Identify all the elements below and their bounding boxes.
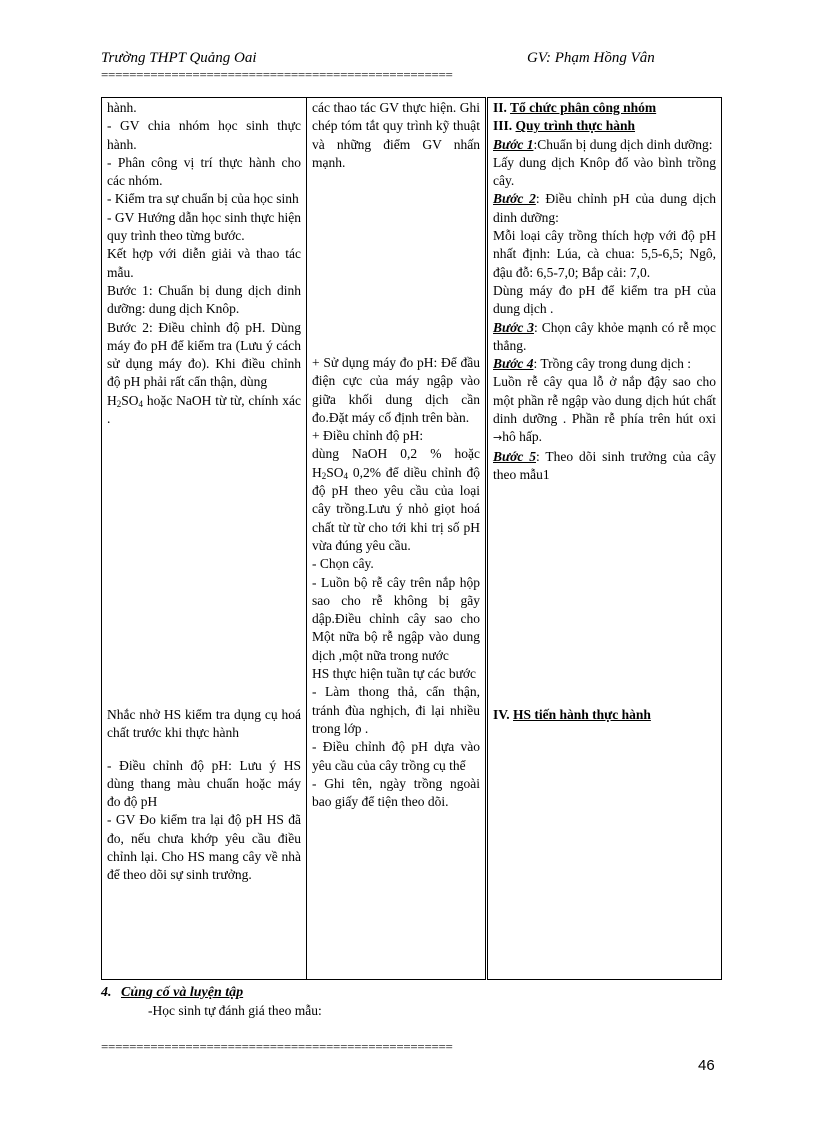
c1-chem-tail: hoặc NaOH từ từ, chính xác . (107, 392, 301, 427)
section-3-heading: III. Quy trình thực hành (493, 118, 636, 134)
c2-line: - Làm thong thả, cẩn thận, tránh đùa nghịch, đi lại nhiều trong lớp . (312, 684, 480, 736)
chem-formula: $H_2SO_4$ (312, 464, 349, 481)
c1-line: Bước 1: Chuẩn bị dung dịch dinh dưỡng: dung dịch Knôp. (107, 282, 301, 317)
step-4: Bước 4: Trồng cây trong dung dịch : (493, 356, 691, 372)
step-2-text: Mỗi loại cây trồng thích hợp với độ pH nhất định: Lúa, cà chua: 5,5-6,5; Ngô, đậu đỗ: 6,5-7,0; Bắp cải: 7,0. (493, 228, 716, 280)
header-school: Trường THPT Quảng Oai (101, 50, 257, 66)
teacher-activity-top (107, 99, 301, 428)
header-teacher: GV: Phạm Hồng Vân (527, 50, 655, 66)
teacher-activity-bottom (107, 706, 301, 885)
student-activity-mid (312, 354, 480, 811)
section-4-heading: IV. HS tiến hành thực hành (493, 707, 651, 722)
step-3: Bước 3: Chọn cây khỏe mạnh có rễ mọc thẳng. (493, 319, 716, 353)
arrow-right-icon: → (493, 431, 503, 445)
header-rule: ================================================== (101, 68, 453, 81)
content-column (487, 98, 722, 980)
step-4-text: Luồn rễ cây qua lỗ ở nắp đậy sao cho một phần rễ ngập vào dung dịch hút chất dinh dưỡng . Phần rễ phía trên hút oxi →hô hấp. (493, 374, 716, 445)
c1-line: hành. (107, 100, 137, 115)
c1-line: - Phân công vị trí thực hành cho các nhóm. (107, 154, 301, 189)
c2-ph-adjust-head: + Điều chỉnh độ pH: (312, 428, 424, 444)
c2-line: - Ghi tên, ngày trồng ngoài bao giấy để tiện theo dõi. (312, 775, 480, 810)
footer-rule: ================================================== (101, 1040, 453, 1053)
c1-chem-line (107, 392, 301, 429)
c1-line: - Kiểm tra sự chuẩn bị của học sinh (107, 191, 299, 207)
section-2-heading: II. Tổ chức phân công nhóm (493, 100, 657, 115)
step-2: Bước 2: Điều chỉnh pH của dung dịch dinh dưỡng: (493, 191, 716, 225)
c1-line: - GV chia nhóm học sinh thực hành. (107, 118, 301, 152)
teacher-activity-column (102, 98, 307, 980)
student-activity-column (307, 98, 487, 980)
section-consolidation-heading: 4. Củng cố và luyện tập (101, 985, 244, 1000)
step-1-text: Lấy dung dịch Knôp đổ vào bình trồng cây. (493, 154, 716, 189)
c1-line: - GV Đo kiểm tra lại độ pH HS đã đo, nếu chưa khớp yêu cầu điều chỉnh lại. Cho HS mang cây về nhà để theo dõi sự sinh trưởng. (107, 812, 301, 883)
step-5: Bước 5: Theo dõi sinh trưởng của cây theo mẫu1 (493, 448, 716, 482)
step-1: Bước 1:Chuẩn bị dung dịch dinh dưỡng: (493, 136, 713, 152)
c1-line: - GV Hướng dẫn học sinh thực hiện quy trình theo từng bước. (107, 209, 301, 244)
c2-top: các thao tác GV thực hiện. Ghi chép tóm tắt quy trình kỹ thuật và những điểm GV nhấn mạnh. (312, 100, 480, 170)
c1-line: Kết hợp với diễn giải và thao tác mẫu. (107, 246, 301, 280)
c1-line: Bước 2: Điều chỉnh độ pH. Dùng máy đo pH để kiểm tra (Lưu ý cách sử dụng máy đo). Khi điều chỉnh độ pH phải rất cẩn thận, dùng (107, 319, 301, 390)
c2-ph-meter: + Sử dụng máy đo pH: Để đầu điện cực của máy ngập vào giữa khối dung dịch cần đo.Đặt máy cố định trên bàn. (312, 355, 480, 425)
c2-line: - Điều chỉnh độ pH dựa vào yêu cầu của cây trồng cụ thể (312, 739, 480, 773)
lesson-table (101, 97, 722, 980)
c2-line: HS thực hiện tuần tự các bước (312, 666, 477, 682)
c1-line: Nhắc nhở HS kiểm tra dụng cụ hoá chất trước khi thực hành (107, 707, 301, 741)
c2-choose-plant: - Chọn cây. (312, 556, 374, 572)
section-consolidation-text: -Học sinh tự đánh giá theo mẫu: (148, 1003, 322, 1018)
c1-line: - Điều chỉnh độ pH: Lưu ý HS dùng thang màu chuẩn hoặc máy đo độ pH (107, 757, 301, 810)
page-number: 46 (698, 1057, 715, 1074)
c2-ph-adjust: dùng NaOH 0,2 % hoặc $H_2SO_4$ 0,2% để diều chỉnh độ độ pH theo yêu cầu của loại cây trồng.Lưu ý nhỏ giọt hoá chất từ từ cho tới khi trị số pH vừa đúng yêu cầu. (312, 446, 480, 553)
c2-insert-roots: - Luồn bộ rễ cây trên nắp hộp sao cho rễ không bị gãy dập.Điều chỉnh cây sao cho Một nữa bộ rễ ngập vào dung dịch ,một nữa trong nước (312, 574, 480, 663)
chem-formula: $H_2SO_4$ (107, 392, 144, 409)
step-2-text: Dùng máy đo pH để kiểm tra pH của dung dịch . (493, 282, 716, 317)
